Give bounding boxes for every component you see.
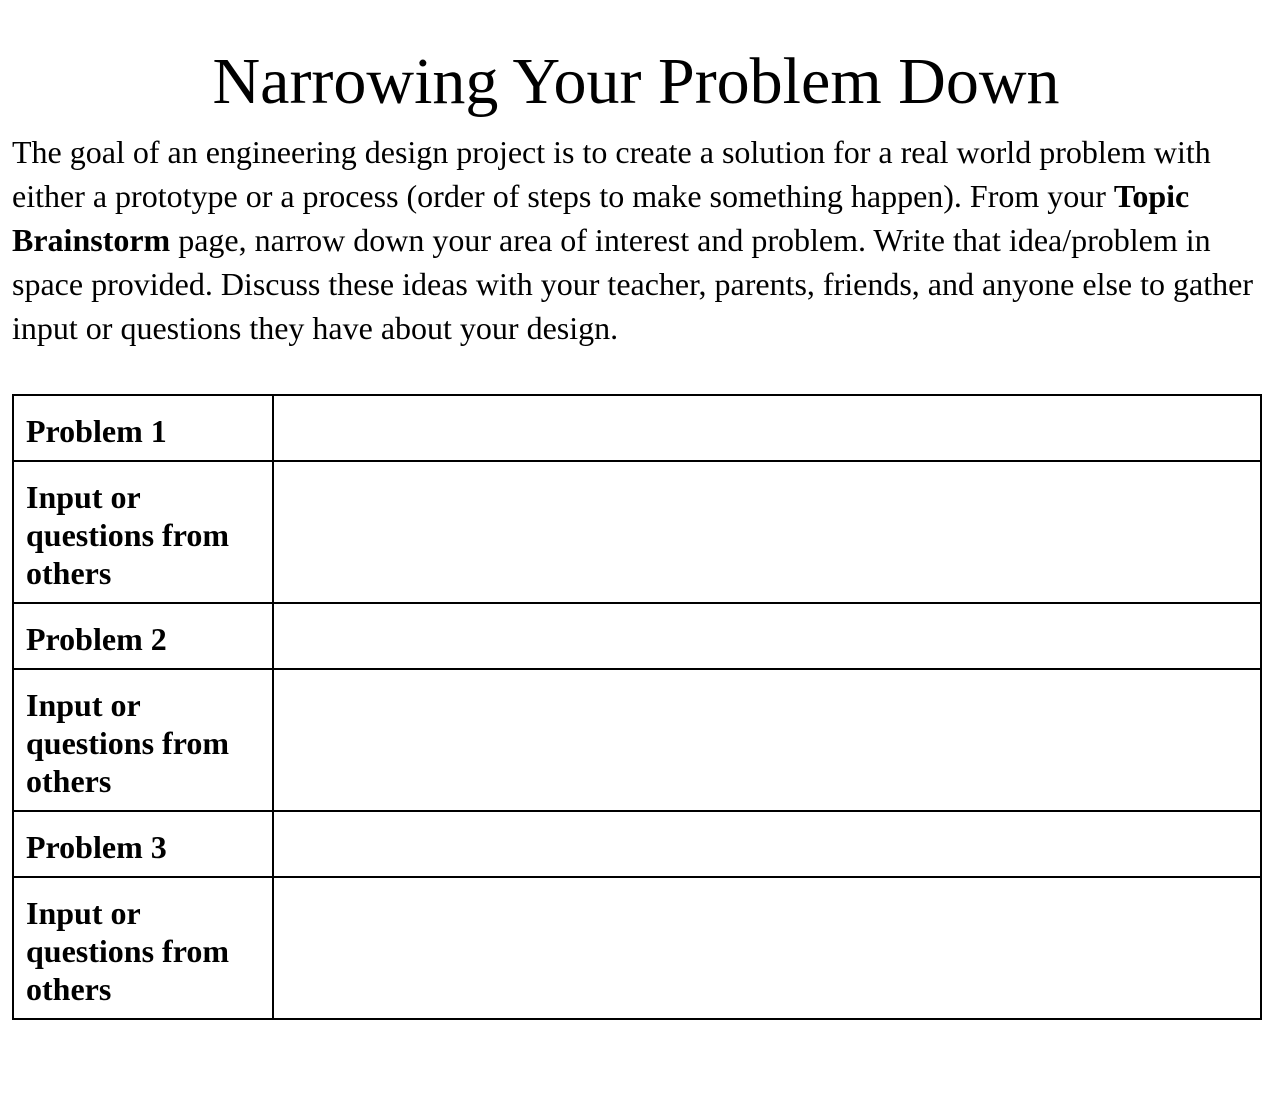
intro-text-start: The goal of an engineering design project is to create a solution for a real world problem with either a prototype or a process (order of steps to make something happen). From your — [12, 134, 1211, 214]
input-3-label: Input or questions from others — [13, 877, 273, 1019]
page-title: Narrowing Your Problem Down — [212, 45, 1060, 118]
table-row — [13, 669, 1261, 811]
input-2-answer-cell[interactable] — [273, 669, 1261, 811]
problem-1-label: Problem 1 — [13, 395, 273, 461]
problem-2-label: Problem 2 — [13, 603, 273, 669]
table-row — [13, 603, 1261, 669]
input-3-answer-cell[interactable] — [273, 877, 1261, 1019]
table-row — [13, 395, 1261, 461]
problem-worksheet-table — [12, 394, 1262, 1020]
problem-2-answer-cell[interactable] — [273, 603, 1261, 669]
intro-paragraph — [12, 130, 1262, 350]
intro-text-end: page, narrow down your area of interest and problem. Write that idea/problem in space provided. Discuss these ideas with your teacher, parents, friends, and anyone else to gather input or questions they have about your design. — [12, 222, 1253, 346]
problem-1-answer-cell[interactable] — [273, 395, 1261, 461]
input-2-label: Input or questions from others — [13, 669, 273, 811]
problem-3-label: Problem 3 — [13, 811, 273, 877]
table-row — [13, 461, 1261, 603]
input-1-label: Input or questions from others — [13, 461, 273, 603]
topic-brainstorm-bold: Topic Brainstorm — [12, 178, 1190, 258]
input-1-answer-cell[interactable] — [273, 461, 1261, 603]
table-row — [13, 877, 1261, 1019]
problem-3-answer-cell[interactable] — [273, 811, 1261, 877]
table-row — [13, 811, 1261, 877]
